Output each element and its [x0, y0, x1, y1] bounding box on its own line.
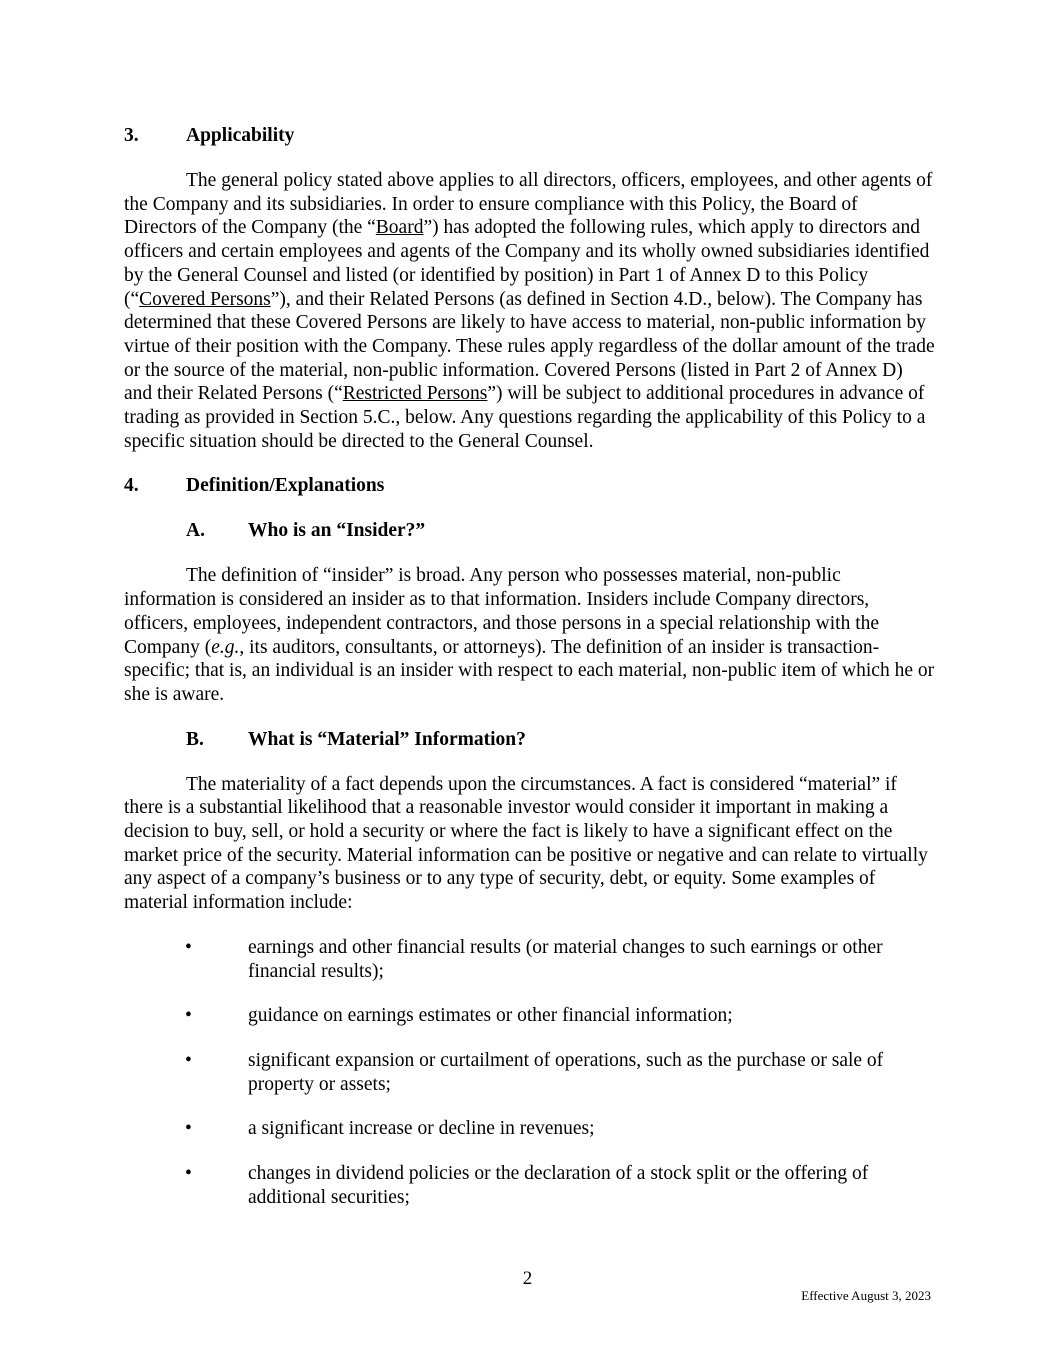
material-examples-list	[124, 936, 935, 1210]
applicability-paragraph: The general policy stated above applies to all directors, officers, employees, and other agents of the Company and its subsidiaries. In order to ensure compliance with this Policy, the Board of Directors of the Company (the “Board”) has adopted the following rules, which apply to directors and officers and certain employees and agents of the Company and its wholly owned subsidiaries identified by the General Counsel and listed (or identified by position) in Part 1 of Annex D to this Policy (“Covered Persons”), and their Related Persons (as defined in Section 4.D., below). The Company has determined that these Covered Persons are likely to have access to material, non-public information by virtue of their position with the Company. These rules apply regardless of the dollar amount of the trade or the source of the material, non-public information. Covered Persons (listed in Part 2 of Annex D) and their Related Persons (“Restricted Persons”) will be subject to additional procedures in advance of trading as provided in Section 5.C., below. Any questions regarding the applicability of this Policy to a specific situation should be directed to the General Counsel.	[124, 170, 935, 452]
page-number: 2	[522, 1268, 533, 1289]
effective-date: Effective August 3, 2023	[801, 1288, 931, 1303]
subsection-b-heading	[124, 728, 935, 752]
section-title: Definition/Explanations	[186, 475, 385, 497]
bullet-icon: •	[185, 1005, 192, 1027]
list-item: • significant expansion or curtailment of operations, such as the purchase or sale of property or assets;	[185, 1049, 884, 1095]
section-4-heading	[124, 474, 935, 498]
list-item: • earnings and other financial results (or material changes to such earnings or other financial results);	[185, 936, 883, 982]
insider-paragraph: The definition of “insider” is broad. Any person who possesses material, non-public information is considered an insider as to that information. Insiders include Company directors, officers, employees, independent contractors, and those persons in a special relationship with the Company (e.g., its auditors, consultants, or attorneys). The definition of an insider is transaction-specific; that is, an individual is an insider with respect to each material, non-public item of which he or she is aware.	[124, 565, 935, 705]
bullet-icon: •	[185, 1049, 192, 1071]
document-page	[124, 124, 935, 1231]
bullet-icon: •	[185, 936, 192, 958]
list-item: • changes in dividend policies or the declaration of a stock split or the offering of additional securities;	[185, 1163, 869, 1208]
subsection-number: B.	[186, 728, 204, 750]
list-item: • guidance on earnings estimates or other financial information;	[185, 1005, 733, 1027]
section-number: 4.	[124, 475, 139, 497]
subsection-number: A.	[186, 520, 205, 542]
material-information-paragraph: The materiality of a fact depends upon the circumstances. A fact is considered “material” if there is a substantial likelihood that a reasonable investor would consider it important in making a decision to buy, sell, or hold a security or where the fact is likely to have a significant effect on the market price of the security. Material information can be positive or negative and can relate to virtually any aspect of a company’s business or to any type of security, debt, or equity. Some examples of material information include:	[124, 773, 928, 914]
section-title: Applicability	[186, 125, 295, 146]
section-number: 3.	[124, 125, 139, 146]
defined-term-covered-persons: Covered Persons	[139, 288, 271, 310]
subsection-title: Who is an “Insider?”	[248, 520, 426, 542]
bullet-icon: •	[185, 1163, 192, 1185]
subsection-a-heading	[124, 519, 935, 543]
bullet-icon: •	[185, 1118, 192, 1140]
list-item: • a significant increase or decline in revenues;	[185, 1118, 595, 1140]
defined-term-board: Board	[375, 217, 424, 239]
subsection-title: What is “Material” Information?	[248, 728, 526, 750]
defined-term-restricted-persons: Restricted Persons	[342, 383, 488, 405]
italic-eg: e.g.	[211, 636, 240, 658]
section-3-heading	[124, 124, 935, 148]
